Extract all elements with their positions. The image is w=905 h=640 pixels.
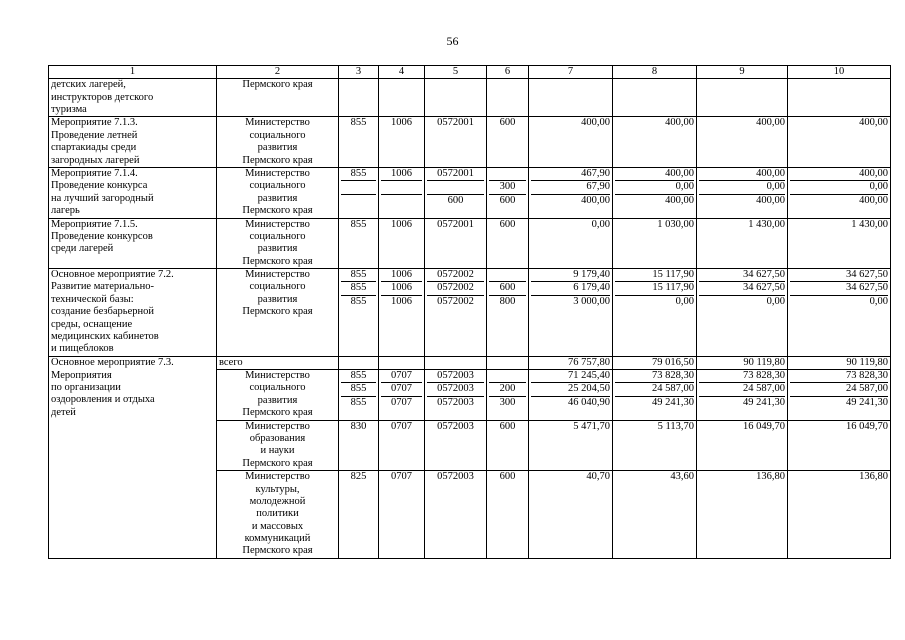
group-total-row bbox=[49, 356, 891, 369]
cell-line: 400,00 bbox=[756, 117, 785, 129]
cell-line: 855 bbox=[341, 168, 376, 181]
cell-line: 855 bbox=[341, 370, 376, 383]
cell-line: 49 241,30 bbox=[743, 396, 785, 408]
cell-line: 40,70 bbox=[586, 471, 610, 483]
cell-line: 0572001 bbox=[437, 218, 474, 230]
cell-line: 855 bbox=[350, 117, 367, 129]
cell-line: 15 117,90 bbox=[615, 282, 694, 295]
cell-line: 600 bbox=[499, 117, 516, 129]
cell-line: Министерство bbox=[245, 269, 310, 281]
cell-line bbox=[427, 79, 484, 91]
cell-line bbox=[531, 79, 610, 91]
cell-line: 3 000,00 bbox=[573, 295, 610, 307]
executor bbox=[217, 117, 339, 168]
total-amount-8: 79 016,50 bbox=[613, 356, 697, 369]
expense-type bbox=[487, 218, 529, 269]
section-code bbox=[379, 117, 425, 168]
total-label: всего bbox=[217, 356, 339, 369]
cell-line: Мероприятия bbox=[51, 369, 112, 381]
cell-line: Пермского края bbox=[242, 255, 313, 267]
executor bbox=[217, 218, 339, 269]
executor bbox=[217, 471, 339, 559]
activity-name bbox=[49, 117, 217, 168]
gov-code bbox=[339, 370, 379, 421]
column-header-4: 4 bbox=[379, 66, 425, 79]
cell-line: Развитие материально- bbox=[51, 281, 154, 293]
amount-col-8 bbox=[613, 370, 697, 421]
cell-line: коммуникаций bbox=[244, 533, 311, 545]
cell-line: 0,00 bbox=[869, 295, 888, 307]
column-header-10: 10 bbox=[788, 66, 891, 79]
cell-line: инструкторов детского bbox=[51, 91, 154, 103]
cell-line: 0572003 bbox=[427, 370, 484, 383]
cell-line: туризма bbox=[51, 103, 87, 115]
cell-line bbox=[381, 181, 422, 194]
target-code bbox=[425, 370, 487, 421]
cell-line: 1 030,00 bbox=[657, 218, 694, 230]
column-header-6: 6 bbox=[487, 66, 529, 79]
cell-line: 34 627,50 bbox=[699, 282, 785, 295]
cell-line: развития bbox=[257, 142, 298, 154]
cell-line: 855 bbox=[350, 218, 367, 230]
cell-line: технической базы: bbox=[51, 293, 134, 305]
cell-line: Пермского края bbox=[242, 545, 313, 557]
cell-line: среды, оснащение bbox=[51, 318, 133, 330]
cell-line: социального bbox=[249, 180, 306, 192]
cell-line: 67,90 bbox=[531, 181, 610, 194]
cell-line: развития bbox=[257, 243, 298, 255]
cell-line: на лучший загородный bbox=[51, 192, 154, 204]
amount-col-7 bbox=[529, 471, 613, 559]
cell-line: 46 040,90 bbox=[568, 396, 610, 408]
cell-line: 1 430,00 bbox=[851, 218, 888, 230]
cell-line: 0,00 bbox=[591, 218, 610, 230]
cell-line: Пермского края bbox=[242, 205, 313, 217]
amount-col-7 bbox=[529, 218, 613, 269]
cell-line: политики bbox=[256, 508, 299, 520]
cell-line: Проведение конкурсов bbox=[51, 230, 153, 242]
cell-line: социального bbox=[249, 230, 306, 242]
empty-code bbox=[339, 356, 379, 369]
cell-line: 400,00 bbox=[665, 194, 694, 206]
cell-line: молодежной bbox=[249, 495, 306, 507]
expense-type bbox=[487, 420, 529, 471]
column-header-5: 5 bbox=[425, 66, 487, 79]
amount-col-8 bbox=[613, 471, 697, 559]
cell-line: Пермского края bbox=[242, 306, 313, 318]
cell-line: 0,00 bbox=[699, 181, 785, 194]
cell-line: оздоровления и отдыха bbox=[51, 394, 155, 406]
cell-line bbox=[489, 269, 526, 282]
amount-col-10 bbox=[788, 167, 891, 218]
cell-line: 34 627,50 bbox=[790, 269, 888, 282]
amount-col-10 bbox=[788, 370, 891, 421]
cell-line: Министерство bbox=[245, 218, 310, 230]
column-header-7: 7 bbox=[529, 66, 613, 79]
cell-line: 136,80 bbox=[859, 471, 888, 483]
cell-line: 400,00 bbox=[665, 117, 694, 129]
cell-line: Мероприятие 7.1.5. bbox=[51, 218, 138, 230]
amount-col-8 bbox=[613, 79, 697, 117]
target-code bbox=[425, 471, 487, 559]
cell-line bbox=[699, 79, 785, 91]
expense-type bbox=[487, 79, 529, 117]
budget-table bbox=[48, 65, 891, 559]
cell-line: 300 bbox=[499, 396, 516, 408]
cell-line: 34 627,50 bbox=[790, 282, 888, 295]
amount-col-9 bbox=[697, 370, 788, 421]
executor bbox=[217, 269, 339, 357]
cell-line: и массовых bbox=[251, 520, 304, 532]
cell-line: Министерство bbox=[245, 471, 310, 483]
target-code bbox=[425, 79, 487, 117]
cell-line: 5 471,70 bbox=[573, 420, 610, 432]
cell-line: 0572002 bbox=[427, 282, 484, 295]
amount-col-7 bbox=[529, 167, 613, 218]
executor bbox=[217, 370, 339, 421]
cell-line: 1006 bbox=[381, 269, 422, 282]
amount-col-9 bbox=[697, 218, 788, 269]
cell-line: 9 179,40 bbox=[531, 269, 610, 282]
expense-type bbox=[487, 117, 529, 168]
expense-type bbox=[487, 471, 529, 559]
cell-line: 16 049,70 bbox=[743, 420, 785, 432]
cell-line: и пищеблоков bbox=[51, 343, 114, 355]
cell-line: 1006 bbox=[391, 295, 412, 307]
cell-line: 0572003 bbox=[437, 471, 474, 483]
cell-line: 0572001 bbox=[437, 117, 474, 129]
amount-col-7 bbox=[529, 79, 613, 117]
column-header-1: 1 bbox=[49, 66, 217, 79]
amount-col-8 bbox=[613, 167, 697, 218]
activity-name bbox=[49, 269, 217, 357]
section-code bbox=[379, 167, 425, 218]
amount-col-9 bbox=[697, 79, 788, 117]
target-code bbox=[425, 420, 487, 471]
cell-line: 0572001 bbox=[427, 168, 484, 181]
cell-line: 0,00 bbox=[766, 295, 785, 307]
cell-line: Министерство bbox=[245, 117, 310, 129]
amount-col-10 bbox=[788, 218, 891, 269]
cell-line bbox=[427, 181, 484, 194]
table-body bbox=[49, 66, 891, 559]
cell-line: 0707 bbox=[381, 383, 422, 396]
cell-line: 0707 bbox=[391, 420, 412, 432]
executor bbox=[217, 420, 339, 471]
cell-line: 467,90 bbox=[531, 168, 610, 181]
cell-line: 600 bbox=[499, 218, 516, 230]
executor bbox=[217, 79, 339, 117]
cell-line: 855 bbox=[350, 396, 367, 408]
cell-line: 1006 bbox=[381, 168, 422, 181]
cell-line: 0707 bbox=[391, 471, 412, 483]
cell-line: 34 627,50 bbox=[699, 269, 785, 282]
cell-line: 24 587,00 bbox=[699, 383, 785, 396]
cell-line: 855 bbox=[341, 269, 376, 282]
table-row bbox=[49, 269, 891, 357]
column-header-3: 3 bbox=[339, 66, 379, 79]
cell-line: 16 049,70 bbox=[846, 420, 888, 432]
cell-line: 400,00 bbox=[581, 194, 610, 206]
activity-name-continued bbox=[49, 370, 217, 559]
gov-code bbox=[339, 471, 379, 559]
cell-line bbox=[489, 370, 526, 383]
cell-line: развития bbox=[257, 192, 298, 204]
section-code bbox=[379, 218, 425, 269]
cell-line: 400,00 bbox=[581, 117, 610, 129]
cell-line: 600 bbox=[489, 282, 526, 295]
column-header-9: 9 bbox=[697, 66, 788, 79]
cell-line: Министерство bbox=[245, 420, 310, 432]
target-code bbox=[425, 218, 487, 269]
cell-line: Мероприятие 7.1.4. bbox=[51, 167, 138, 179]
cell-line: Проведение летней bbox=[51, 129, 138, 141]
cell-line: 400,00 bbox=[756, 194, 785, 206]
cell-line: 0,00 bbox=[675, 295, 694, 307]
amount-col-8 bbox=[613, 269, 697, 357]
cell-line: 600 bbox=[499, 471, 516, 483]
cell-line: развития bbox=[257, 293, 298, 305]
section-code bbox=[379, 370, 425, 421]
cell-line: 5 113,70 bbox=[657, 420, 694, 432]
cell-line: 855 bbox=[341, 282, 376, 295]
cell-line: Министерство bbox=[245, 370, 310, 381]
cell-line: 600 bbox=[499, 194, 516, 206]
gov-code bbox=[339, 79, 379, 117]
cell-line bbox=[489, 168, 526, 181]
table-row bbox=[49, 79, 891, 117]
gov-code bbox=[339, 420, 379, 471]
amount-col-10 bbox=[788, 471, 891, 559]
table-row bbox=[49, 218, 891, 269]
cell-line: 1006 bbox=[391, 218, 412, 230]
cell-line: культуры, bbox=[255, 483, 300, 495]
cell-line: детских лагерей, bbox=[51, 79, 126, 91]
executor bbox=[217, 167, 339, 218]
section-code bbox=[379, 79, 425, 117]
cell-line: 0,00 bbox=[790, 181, 888, 194]
cell-line: 0707 bbox=[391, 396, 412, 408]
cell-line: 830 bbox=[350, 420, 367, 432]
cell-line: Основное мероприятие 7.2. bbox=[51, 269, 174, 281]
cell-line: 1006 bbox=[381, 282, 422, 295]
cell-line: и науки bbox=[260, 445, 295, 457]
cell-line: 800 bbox=[499, 295, 516, 307]
cell-line: 0707 bbox=[381, 370, 422, 383]
gov-code bbox=[339, 269, 379, 357]
cell-line: 0572003 bbox=[437, 420, 474, 432]
cell-line: 400,00 bbox=[859, 117, 888, 129]
empty-code bbox=[425, 356, 487, 369]
cell-line: среди лагерей bbox=[51, 243, 114, 255]
cell-line: Пермского края bbox=[242, 79, 313, 91]
column-header-2: 2 bbox=[217, 66, 339, 79]
cell-line: развития bbox=[257, 394, 298, 406]
cell-line: 300 bbox=[489, 181, 526, 194]
cell-line: Мероприятие 7.1.3. bbox=[51, 117, 138, 129]
amount-col-10 bbox=[788, 269, 891, 357]
cell-line: социального bbox=[249, 129, 306, 141]
cell-line: медицинских кабинетов bbox=[51, 331, 159, 343]
amount-col-7 bbox=[529, 370, 613, 421]
cell-line: загородных лагерей bbox=[51, 154, 140, 166]
total-amount-7: 76 757,80 bbox=[529, 356, 613, 369]
gov-code bbox=[339, 117, 379, 168]
cell-line: 43,60 bbox=[670, 471, 694, 483]
cell-line: Проведение конкурса bbox=[51, 180, 148, 192]
amount-col-10 bbox=[788, 79, 891, 117]
cell-line bbox=[381, 79, 422, 91]
section-code bbox=[379, 420, 425, 471]
cell-line: социального bbox=[249, 382, 306, 394]
cell-line: 1006 bbox=[391, 117, 412, 129]
section-code bbox=[379, 471, 425, 559]
cell-line: 400,00 bbox=[790, 168, 888, 181]
cell-line: спартакиады среди bbox=[51, 142, 137, 154]
cell-line: 0572002 bbox=[427, 269, 484, 282]
expense-type bbox=[487, 269, 529, 357]
cell-line bbox=[790, 79, 888, 91]
cell-line: 49 241,30 bbox=[846, 396, 888, 408]
amount-col-8 bbox=[613, 218, 697, 269]
cell-line: 400,00 bbox=[699, 168, 785, 181]
amount-col-9 bbox=[697, 167, 788, 218]
cell-line: 73 828,30 bbox=[790, 370, 888, 383]
cell-line: 0,00 bbox=[615, 181, 694, 194]
cell-line: 400,00 bbox=[859, 194, 888, 206]
cell-line: Пермского края bbox=[242, 407, 313, 419]
cell-line: 855 bbox=[341, 383, 376, 396]
cell-line: Пермского края bbox=[242, 457, 313, 469]
amount-col-7 bbox=[529, 269, 613, 357]
group-subrow bbox=[49, 370, 891, 421]
cell-line bbox=[341, 181, 376, 194]
cell-line: создание безбарьерной bbox=[51, 306, 154, 318]
amount-col-8 bbox=[613, 420, 697, 471]
amount-col-9 bbox=[697, 471, 788, 559]
cell-line: образования bbox=[249, 432, 306, 444]
gov-code bbox=[339, 218, 379, 269]
cell-line: 0572002 bbox=[437, 295, 474, 307]
cell-line bbox=[489, 79, 526, 91]
cell-line: по организации bbox=[51, 381, 121, 393]
cell-line: Основное мероприятие 7.3. bbox=[51, 356, 174, 368]
cell-line: лагерь bbox=[51, 205, 80, 217]
cell-line: 855 bbox=[350, 295, 367, 307]
section-code bbox=[379, 269, 425, 357]
cell-line: 600 bbox=[499, 420, 516, 432]
page-number: 56 bbox=[446, 34, 459, 48]
empty-code bbox=[379, 356, 425, 369]
cell-line: 1 430,00 bbox=[748, 218, 785, 230]
expense-type bbox=[487, 167, 529, 218]
cell-line bbox=[381, 195, 422, 207]
cell-line: 15 117,90 bbox=[615, 269, 694, 282]
amount-col-10 bbox=[788, 117, 891, 168]
amount-col-10 bbox=[788, 420, 891, 471]
empty-code bbox=[487, 356, 529, 369]
target-code bbox=[425, 167, 487, 218]
cell-line: Министерство bbox=[245, 167, 310, 179]
header-row bbox=[49, 66, 891, 79]
cell-line: 825 bbox=[350, 471, 367, 483]
cell-line: социального bbox=[249, 281, 306, 293]
cell-line: 200 bbox=[489, 383, 526, 396]
column-header-8: 8 bbox=[613, 66, 697, 79]
gov-code bbox=[339, 167, 379, 218]
cell-line bbox=[341, 195, 376, 207]
amount-col-9 bbox=[697, 420, 788, 471]
cell-line: 0572003 bbox=[427, 383, 484, 396]
table-row bbox=[49, 117, 891, 168]
expense-type bbox=[487, 370, 529, 421]
cell-line: 24 587,00 bbox=[790, 383, 888, 396]
target-code bbox=[425, 117, 487, 168]
total-amount-9: 90 119,80 bbox=[697, 356, 788, 369]
table-row bbox=[49, 167, 891, 218]
amount-col-9 bbox=[697, 269, 788, 357]
cell-line: 73 828,30 bbox=[615, 370, 694, 383]
activity-name bbox=[49, 218, 217, 269]
cell-line bbox=[341, 79, 376, 91]
cell-line: 6 179,40 bbox=[531, 282, 610, 295]
cell-line: 400,00 bbox=[615, 168, 694, 181]
cell-line: 25 204,50 bbox=[531, 383, 610, 396]
total-amount-10: 90 119,80 bbox=[788, 356, 891, 369]
cell-line bbox=[615, 79, 694, 91]
cell-line: 136,80 bbox=[756, 471, 785, 483]
cell-line: 0572003 bbox=[437, 396, 474, 408]
amount-col-9 bbox=[697, 117, 788, 168]
amount-col-7 bbox=[529, 420, 613, 471]
cell-line: 73 828,30 bbox=[699, 370, 785, 383]
cell-line: 49 241,30 bbox=[652, 396, 694, 408]
cell-line: 24 587,00 bbox=[615, 383, 694, 396]
activity-name bbox=[49, 356, 217, 369]
amount-col-7 bbox=[529, 117, 613, 168]
cell-line: 600 bbox=[447, 194, 464, 206]
activity-name bbox=[49, 79, 217, 117]
cell-line: Пермского края bbox=[242, 154, 313, 166]
cell-line: 71 245,40 bbox=[531, 370, 610, 383]
activity-name bbox=[49, 167, 217, 218]
target-code bbox=[425, 269, 487, 357]
cell-line: детей bbox=[51, 406, 76, 418]
amount-col-8 bbox=[613, 117, 697, 168]
